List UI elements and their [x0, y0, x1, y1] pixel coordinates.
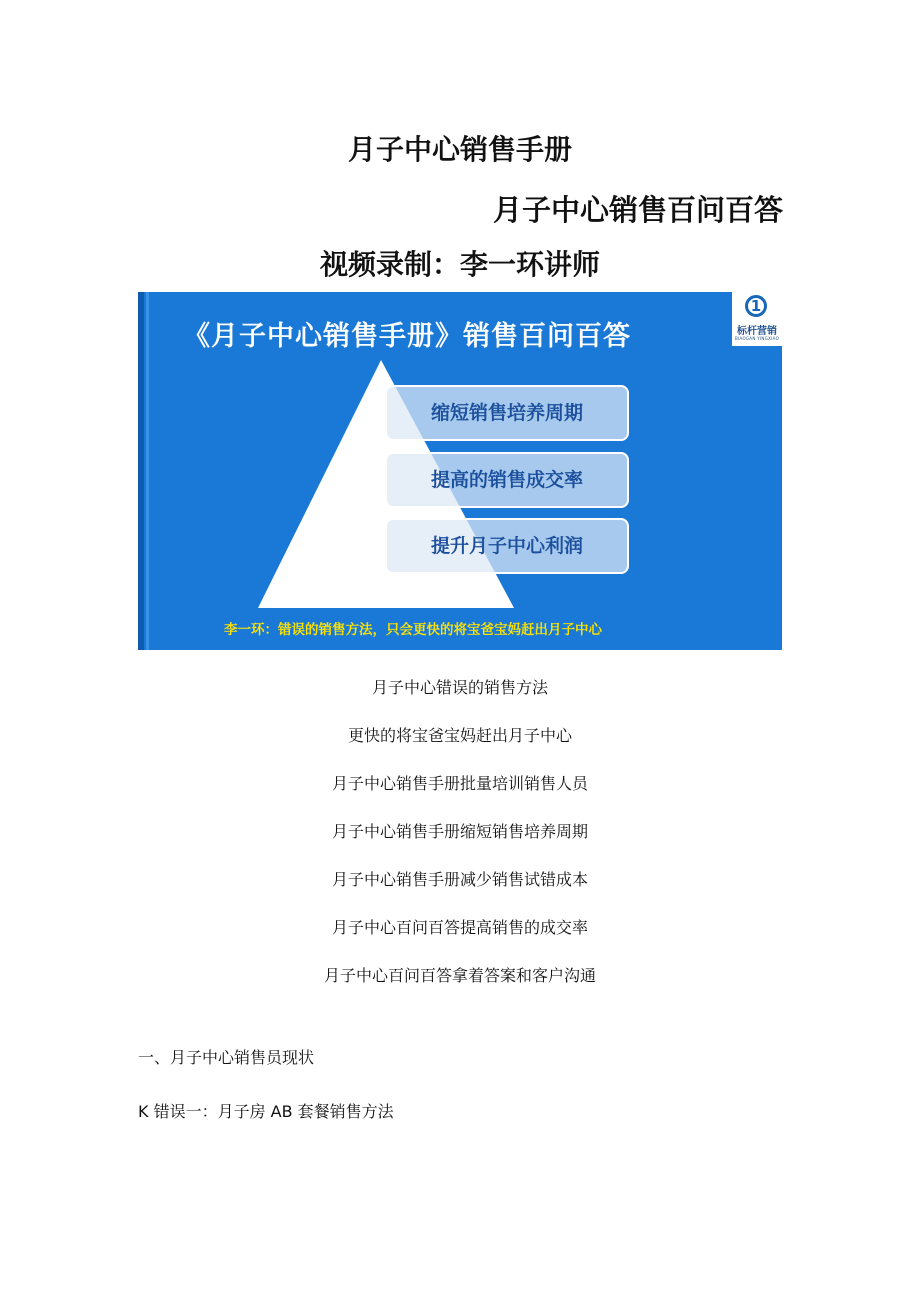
- banner-quote: 李一环：错误的销售方法，只会更快的将宝爸宝妈赶出月子中心: [224, 622, 602, 638]
- document-title: 月子中心销售手册: [347, 133, 572, 166]
- section-item: K 错误一：月子房 AB 套餐销售方法: [138, 1102, 394, 1121]
- text-line-4: 月子中心销售手册缩短销售培养周期: [331, 822, 588, 841]
- banner-heading: 《月子中心销售手册》销售百问百答: [183, 321, 631, 352]
- logo-subtext: BIAOGAN YINGXIAO: [734, 336, 780, 341]
- pyramid-box-3: 提升月子中心利润: [385, 518, 629, 574]
- pyramid-box-2: 提高的销售成交率: [385, 452, 629, 508]
- logo-text: 标杆营销: [737, 326, 777, 337]
- text-line-2: 更快的将宝爸宝妈赶出月子中心: [347, 726, 572, 745]
- document-subtitle: 月子中心销售百问百答: [492, 193, 783, 227]
- banner-image: [138, 292, 782, 650]
- logo-digit-icon: 1: [745, 295, 767, 317]
- text-line-6: 月子中心百问百答提高销售的成交率: [331, 918, 588, 937]
- text-line-3: 月子中心销售手册批量培训销售人员: [331, 774, 588, 793]
- text-line-1: 月子中心错误的销售方法: [371, 678, 548, 697]
- pyramid-box-1: 缩短销售培养周期: [385, 385, 629, 441]
- text-line-7: 月子中心百问百答拿着答案和客户沟通: [323, 966, 596, 985]
- section-heading: 一、月子中心销售员现状: [138, 1048, 315, 1067]
- recorder-credit: 视频录制：李一环讲师: [319, 248, 600, 281]
- text-line-5: 月子中心销售手册减少销售试错成本: [331, 870, 588, 889]
